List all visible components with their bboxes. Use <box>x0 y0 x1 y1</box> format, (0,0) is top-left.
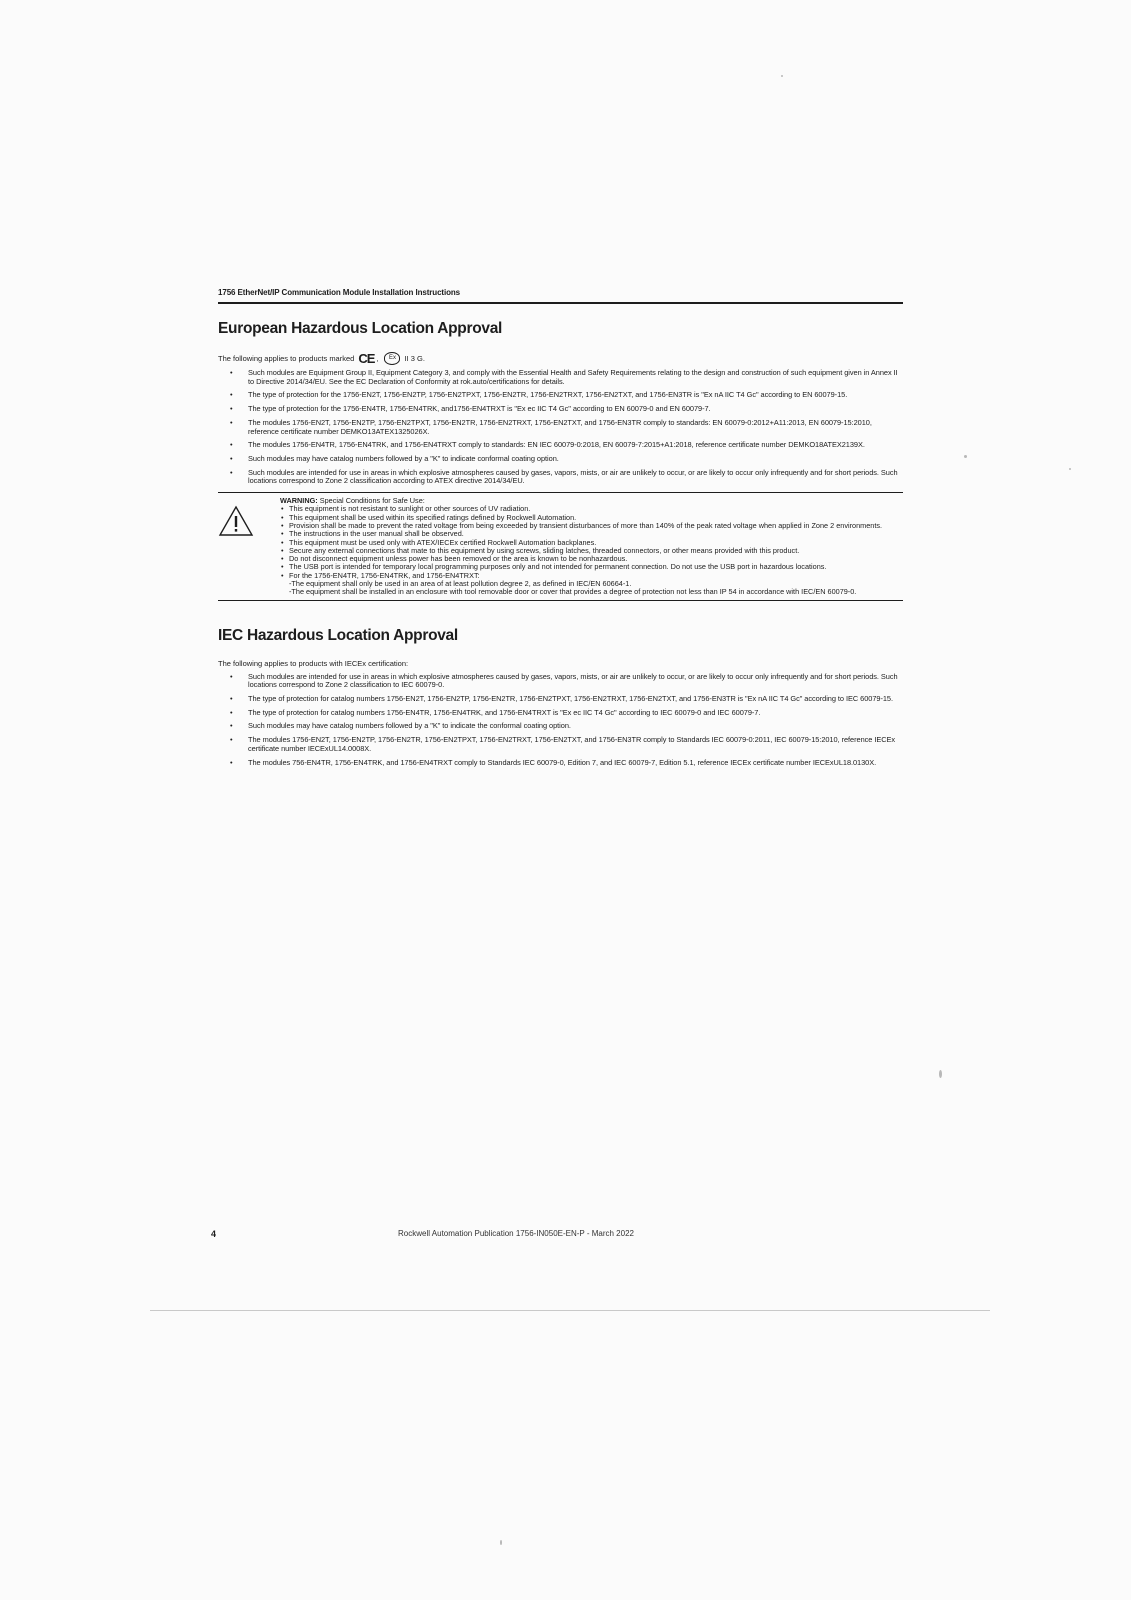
list-item-text: Such modules are intended for use in areas in which explosive atmospheres caused by gases, vapors, mists, or air are unlikely to occur, or are likely to occur only infrequently and for short periods. Such locations correspond to Zone 2 classification according to ATEX directive 2014/34/EU. <box>248 467 898 486</box>
bullet-icon: • <box>230 440 233 450</box>
warning-sub-item: -The equipment shall only be used in an area of at least pollution degree 2, as defined in IEC/EN 60664-1. <box>289 579 632 588</box>
page-edge-line <box>150 1310 990 1311</box>
list-item <box>218 759 903 768</box>
list-item <box>280 572 903 580</box>
bullet-icon: • <box>230 453 233 463</box>
bullet-icon: • <box>230 390 233 400</box>
bullet-icon: • <box>230 368 233 377</box>
ce-mark-icon: CE <box>358 350 375 366</box>
european-intro-suffix: II 3 G. <box>404 353 425 363</box>
bullet-icon: • <box>281 529 284 539</box>
list-item-text: The modules 1756-EN2T, 1756-EN2TP, 1756-EN2TPXT, 1756-EN2TR, 1756-EN2TRXT, 1756-EN2TXT, and 1756-EN3TR comply to standards: EN 60079-0:2012+A11:2013, EN 60079-15:2010, reference certificate number DEMKO13ATEX1325026X. <box>248 417 872 436</box>
warning-box <box>218 492 903 601</box>
running-head: 1756 EtherNet/IP Communication Module Installation Instructions <box>218 288 461 297</box>
bullet-icon: • <box>230 417 233 427</box>
bullet-icon: • <box>230 757 233 767</box>
list-item-text: The type of protection for catalog numbers 1756-EN4TR, 1756-EN4TRK, and 1756-EN4TRXT is "Ex ec IIC T4 Gc" according to IEC 60079-0 and IEC 60079-7. <box>248 707 761 717</box>
bullet-icon: • <box>281 570 284 580</box>
list-item-text: The type of protection for the 1756-EN2T, 1756-EN2TP, 1756-EN2TPXT, 1756-EN2TR, 1756-EN2TRXT, 1756-EN2TXT, and 1756-EN3TR is "Ex nA IIC T4 Gc" according to EN 60079-15. <box>248 390 848 400</box>
warning-text <box>280 497 903 597</box>
list-item <box>218 405 903 414</box>
scan-speck <box>939 1070 942 1078</box>
header-rule <box>218 302 903 304</box>
warning-icon-column <box>218 497 280 597</box>
bullet-icon: • <box>281 537 284 547</box>
ex-mark-icon: Ex <box>384 352 400 365</box>
publication-footer: Rockwell Automation Publication 1756-IN050E-EN-P - March 2022 <box>398 1229 634 1238</box>
list-item <box>218 469 903 486</box>
scan-speck <box>1069 468 1071 470</box>
list-item <box>218 736 903 753</box>
iec-section <box>218 627 903 768</box>
list-item <box>218 722 903 731</box>
bullet-icon: • <box>230 721 233 731</box>
list-item <box>218 391 903 400</box>
bullet-icon: • <box>281 512 284 522</box>
iec-section-title: IEC Hazardous Location Approval <box>218 626 458 644</box>
european-intro <box>218 352 903 365</box>
european-bullet-list <box>218 369 903 486</box>
list-item <box>218 695 903 704</box>
scan-speck <box>964 455 967 458</box>
bullet-icon: • <box>281 545 284 555</box>
list-item-text: The type of protection for catalog numbers 1756-EN2T, 1756-EN2TP, 1756-EN2TR, 1756-EN2TPXT, 1756-EN2TRXT, 1756-EN2TXT, and 1756-EN3TR is "Ex nA IIC T4 Gc" according to IEC 60079-15. <box>248 694 893 703</box>
mark-separator: , <box>376 353 379 363</box>
page-number: 4 <box>211 1229 217 1239</box>
european-section <box>218 320 903 486</box>
bullet-icon: • <box>230 707 233 717</box>
european-intro-prefix: The following applies to products marked <box>218 353 355 363</box>
warning-list <box>280 505 903 580</box>
list-item-text: The modules 756-EN4TR, 1756-EN4TRK, and 1756-EN4TRXT comply to Standards IEC 60079-0, Edition 7, and IEC 60079-7, Edition 5.1, reference IECEx certificate number IECExUL18.0130X. <box>248 757 877 767</box>
list-item-text: The modules 1756-EN2T, 1756-EN2TP, 1756-EN2TR, 1756-EN2TPXT, 1756-EN2TRXT, 1756-EN2TXT, and 1756-EN3TR comply to Standards IEC 60079-0:2011, IEC 60079-15:2010, reference IECEx certificate number IECExUL14.0008X. <box>248 735 896 753</box>
bullet-icon: • <box>281 554 284 564</box>
scan-speck <box>500 1540 502 1545</box>
list-item-text: The USB port is intended for temporary local programming purposes only and not intended for permanent connection. Do not use the USB port in hazardous locations. <box>289 562 827 572</box>
warning-label: WARNING: <box>280 496 318 506</box>
bullet-icon: • <box>230 694 233 703</box>
list-item-text: Such modules are intended for use in areas in which explosive atmospheres caused by gases, vapors, mists, or air are unlikely to occur, or are likely to occur only infrequently and for short periods. Such locations correspond to Zone 2 classification to IEC 60079-0. <box>248 671 898 690</box>
list-item-text: Such modules may have catalog numbers followed by a "K" to indicate the conformal coating option. <box>248 721 571 731</box>
list-item <box>218 673 903 690</box>
list-item-text: This equipment is not resistant to sunlight or other sources of UV radiation. <box>289 504 531 514</box>
bullet-icon: • <box>281 504 284 514</box>
list-item-text: The type of protection for the 1756-EN4TR, 1756-EN4TRK, and1756-EN4TRXT is "Ex ec IIC T4 Gc" according to EN 60079-0 and EN 60079-7. <box>248 404 711 414</box>
bullet-icon: • <box>230 735 233 745</box>
list-item <box>218 419 903 436</box>
iec-intro: The following applies to products with IECEx certification: <box>218 658 409 668</box>
list-item <box>218 369 903 386</box>
list-item-text: For the 1756-EN4TR, 1756-EN4TRK, and 1756-EN4TRXT: <box>289 570 480 580</box>
warning-lead-text: Special Conditions for Safe Use: <box>319 496 425 506</box>
bullet-icon: • <box>281 520 284 530</box>
warning-triangle-icon <box>218 505 254 537</box>
list-item-text: The instructions in the user manual shall be observed. <box>289 529 464 539</box>
european-section-title: European Hazardous Location Approval <box>218 320 503 337</box>
bullet-icon: • <box>230 404 233 414</box>
list-item-text: Do not disconnect equipment unless power has been removed or the area is known to be nonhazardous. <box>289 554 628 564</box>
iec-bullet-list <box>218 673 903 768</box>
list-item <box>218 455 903 464</box>
list-item-text: The modules 1756-EN4TR, 1756-EN4TRK, and 1756-EN4TRXT comply to standards: EN IEC 60079-0:2018, EN 60079-7:2015+A1:2018, reference certificate number DEMKO18ATEX2139X. <box>248 440 865 450</box>
list-item-text: Secure any external connections that mate to this equipment by using screws, sliding latches, threaded connectors, or other means provided with this product. <box>289 545 800 555</box>
list-item <box>218 441 903 450</box>
list-item <box>218 709 903 718</box>
bullet-icon: • <box>281 562 284 572</box>
list-item-text: This equipment shall be used within its specified ratings defined by Rockwell Automation. <box>289 512 577 522</box>
bullet-icon: • <box>230 467 233 477</box>
list-item-text: Provision shall be made to prevent the rated voltage from being exceeded by transient disturbances of more than 140% of the peak rated voltage when applied in Zone 2 environments. <box>289 520 883 530</box>
list-item-text: Such modules are Equipment Group II, Equipment Category 3, and comply with the Essential Health and Safety Requirements relating to the design and construction of such equipment given in Annex II to Directive 2014/34/EU. See the EC Declaration of Conformity at rok.auto/certifications for details. <box>248 368 898 386</box>
warning-sub-item: -The equipment shall be installed in an enclosure with tool removable door or cover that provides a degree of protection not less than IP 54 in accordance with IEC/EN 60079-0. <box>289 587 857 597</box>
list-item-text: This equipment must be used only with ATEX/IECEx certified Rockwell Automation backplanes. <box>289 537 597 547</box>
list-item-text: Such modules may have catalog numbers followed by a "K" to indicate conformal coating option. <box>248 453 559 463</box>
document-page <box>218 288 903 772</box>
bullet-icon: • <box>230 671 233 681</box>
scan-speck <box>781 75 783 77</box>
